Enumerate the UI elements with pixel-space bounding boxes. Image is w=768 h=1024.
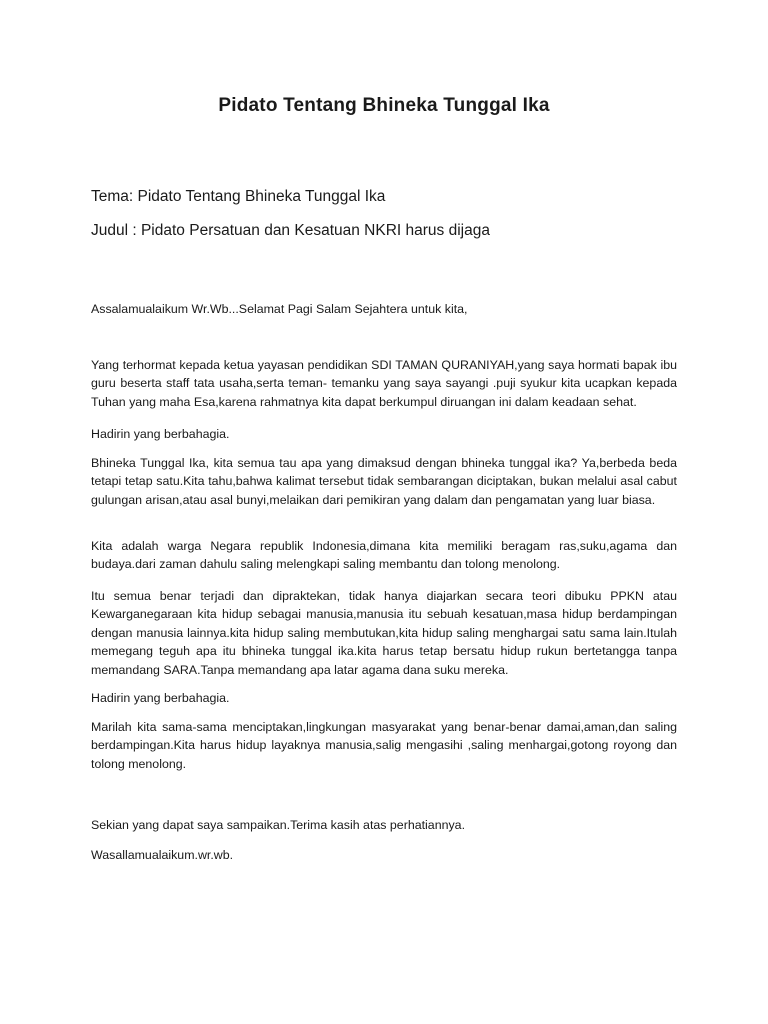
bhineka-paragraph: Bhineka Tunggal Ika, kita semua tau apa yang dimaksud dengan bhineka tunggal ika? Ya,berbeda beda tetapi tetap satu.Kita tahu,bahwa kalimat tersebut tidak sembarangan diciptakan, bukan melalui asal cabut gulungan arisan,atau asal bunyi,melaikan dari pemikiran yang dalam dan pengamatan yang luar biasa. <box>91 456 677 507</box>
greeting-paragraph: Assalamualaikum Wr.Wb...Selamat Pagi Salam Sejahtera untuk kita, <box>91 302 468 316</box>
warga-negara-paragraph: Kita adalah warga Negara republik Indonesia,dimana kita memiliki beragam ras,suku,agama dan budaya.dari zaman dahulu saling melengkapi saling membantu dan tolong menolong. <box>91 539 677 572</box>
tema-line: Tema: Pidato Tentang Bhineka Tunggal Ika <box>91 188 386 205</box>
hadirin-line: Hadirin yang berbahagia. <box>91 427 230 441</box>
praktek-paragraph: Itu semua benar terjadi dan dipraktekan, tidak hanya diajarkan secara teori dibuku PPKN atau Kewarganegaraan kita hidup sebagai manusia,manusia itu sebuah kesatuan,masa hidup berdampingan dengan manusia lainnya.kita hidup saling membutukan,kita hidup saling menghargai satu sama lain.Itulah memegang teguh apa itu bhineka tunggal ika.kita harus tetap bersatu hidup rukun bertetangga tanpa memandang SARA.Tanpa memandang apa latar agama dana suku mereka. <box>91 589 677 677</box>
hadirin-line: Hadirin yang berbahagia. <box>91 691 230 705</box>
opening-paragraph: Yang terhormat kepada ketua yayasan pendidikan SDI TAMAN QURANIYAH,yang saya hormati bapak ibu guru beserta staff tata usaha,serta teman- temanku yang saya sayangi .puji syukur kita ucapkan kepada Tuhan yang maha Esa,karena rahmatnya kita dapat berkumpul diruangan ini dalam keadaan sehat. <box>91 358 677 409</box>
judul-line: Judul : Pidato Persatuan dan Kesatuan NKRI harus dijaga <box>91 222 490 239</box>
closing-paragraph: Sekian yang dapat saya sampaikan.Terima kasih atas perhatiannya. <box>91 818 466 832</box>
marilah-paragraph: Marilah kita sama-sama menciptakan,lingkungan masyarakat yang benar-benar damai,aman,dan saling berdampingan.Kita harus hidup layaknya manusia,salig mengasihi ,saling menhargai,gotong royong dan tolong menolong. <box>91 720 677 771</box>
farewell-paragraph: Wasallamualaikum.wr.wb. <box>91 848 234 862</box>
document-title: Pidato Tentang Bhineka Tunggal Ika <box>218 95 550 116</box>
